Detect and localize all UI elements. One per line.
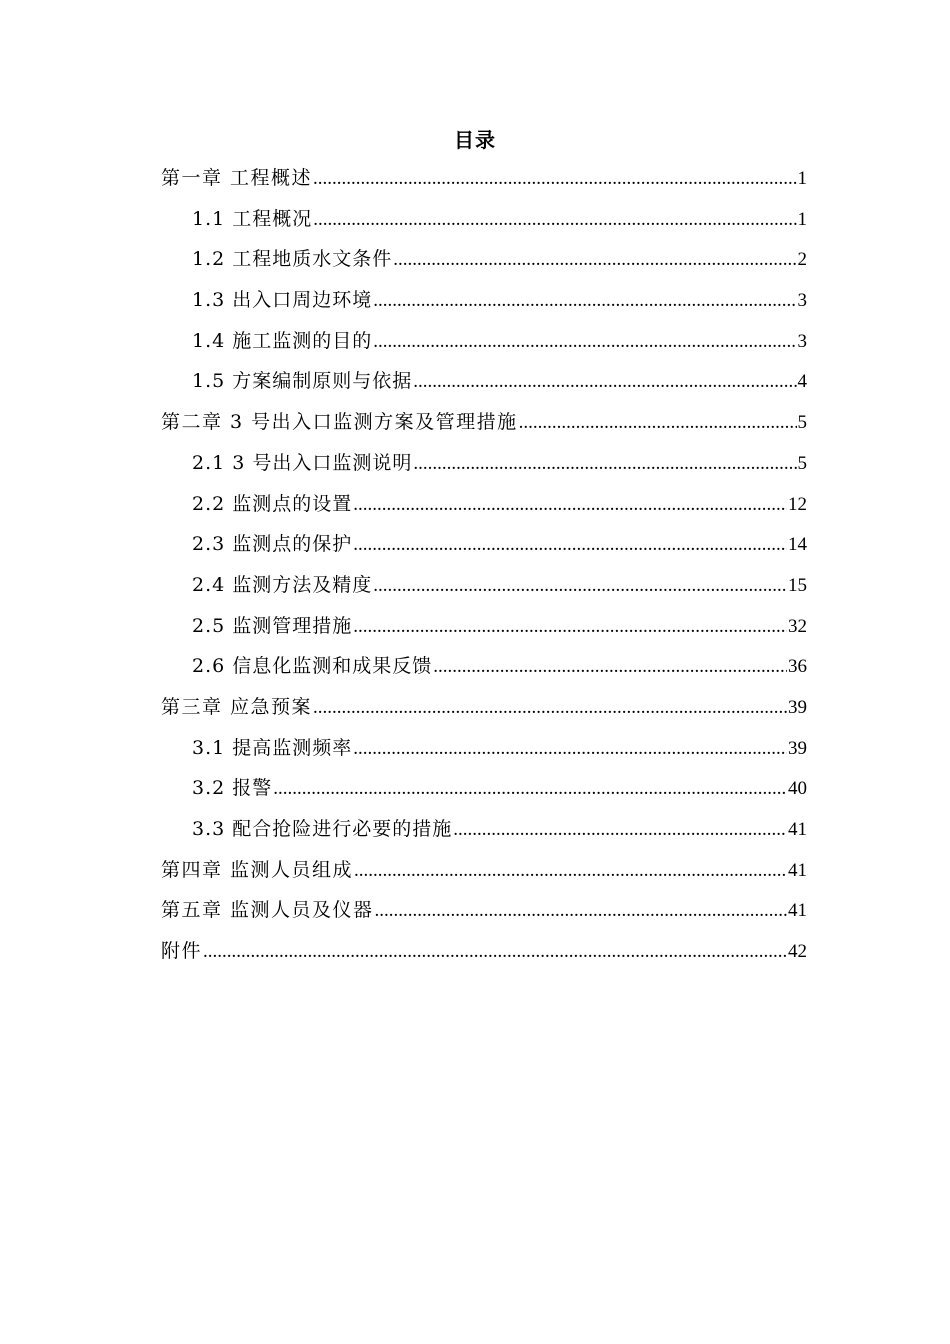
toc-entry-label: 第二章 3 号出入口监测方案及管理措施	[161, 411, 518, 434]
toc-entry-label: 第三章 应急预案	[161, 695, 313, 718]
toc-entry-1-3[interactable]	[161, 280, 807, 321]
dot-leader	[273, 769, 787, 810]
toc-entry-page: 36	[788, 656, 807, 678]
toc-entry-label: 2.6 信息化监测和成果反馈	[192, 655, 433, 678]
dot-leader	[353, 607, 787, 648]
dot-leader	[313, 159, 796, 200]
toc-entry-page: 40	[788, 778, 807, 800]
dot-leader	[433, 647, 787, 688]
toc-entry-chapter-4[interactable]	[161, 850, 807, 891]
dot-leader	[373, 322, 796, 363]
dot-leader	[413, 362, 796, 403]
toc-entry-label: 第四章 监测人员组成	[161, 858, 354, 881]
toc-entry-page: 42	[788, 941, 807, 963]
toc-entry-label: 附件	[161, 940, 203, 963]
toc-entry-label: 第五章 监测人员及仪器	[161, 899, 374, 922]
toc-entry-label: 1.2 工程地质水文条件	[192, 248, 393, 271]
dot-leader	[353, 729, 787, 770]
toc-entry-page: 12	[788, 493, 807, 515]
toc-entry-1-2[interactable]	[161, 239, 807, 280]
toc-entry-2-2[interactable]	[161, 484, 807, 525]
toc-entry-label: 2.4 监测方法及精度	[192, 573, 373, 596]
toc-entry-page: 3	[797, 290, 807, 312]
toc-entry-label: 第一章 工程概述	[161, 167, 313, 189]
dot-leader	[375, 891, 787, 932]
toc-entry-appendix[interactable]	[161, 931, 807, 972]
toc-entry-page: 4	[797, 371, 807, 393]
toc-entry-page: 5	[797, 452, 807, 474]
toc-entry-label: 3.3 配合抢险进行必要的措施	[192, 818, 453, 840]
toc-entry-page: 1	[797, 208, 807, 230]
toc-entry-label: 3.1 提高监测频率	[192, 736, 353, 759]
dot-leader	[519, 403, 797, 444]
dot-leader	[373, 566, 787, 607]
toc-entry-chapter-3[interactable]	[161, 687, 807, 728]
toc-entry-2-4[interactable]	[161, 565, 807, 606]
toc-entry-label: 2.2 监测点的设置	[192, 492, 353, 515]
toc-entry-1-5[interactable]	[161, 361, 807, 402]
toc-entry-3-3[interactable]	[161, 809, 807, 850]
toc-entry-3-2[interactable]	[161, 768, 807, 809]
toc-entry-page: 3	[797, 330, 807, 352]
toc-entry-chapter-5[interactable]	[161, 890, 807, 931]
dot-leader	[393, 240, 796, 281]
toc-entry-page: 41	[788, 900, 807, 922]
toc-entry-page: 39	[788, 696, 807, 718]
toc-entry-label: 3.2 报警	[192, 777, 273, 800]
dot-leader	[413, 444, 796, 485]
toc-entry-2-1[interactable]	[161, 443, 807, 484]
toc-entry-3-1[interactable]	[161, 728, 807, 769]
dot-leader	[354, 851, 787, 892]
toc-entry-chapter-1[interactable]	[161, 158, 807, 199]
toc-title: 目录	[454, 128, 496, 152]
dot-leader	[353, 525, 787, 566]
toc-entry-label: 1.3 出入口周边环境	[192, 289, 373, 312]
toc-entry-label: 1.1 工程概况	[192, 207, 313, 230]
toc-entry-1-4[interactable]	[161, 321, 807, 362]
toc-entry-label: 2.3 监测点的保护	[192, 533, 353, 556]
toc-entry-label: 2.1 3 号出入口监测说明	[192, 451, 413, 474]
dot-leader	[353, 485, 787, 526]
toc-entry-chapter-2[interactable]	[161, 402, 807, 443]
toc-entry-page: 39	[788, 737, 807, 759]
toc-entry-page: 14	[788, 534, 807, 556]
toc-entry-page: 2	[797, 249, 807, 271]
toc-entry-2-5[interactable]	[161, 606, 807, 647]
dot-leader	[203, 932, 787, 973]
toc-entry-label: 1.4 施工监测的目的	[192, 329, 373, 352]
dot-leader	[453, 810, 787, 851]
toc-entry-1-1[interactable]	[161, 199, 807, 240]
toc-entry-page: 32	[788, 615, 807, 637]
toc-entry-2-3[interactable]	[161, 524, 807, 565]
toc-entry-page: 41	[788, 859, 807, 881]
toc-entry-2-6[interactable]	[161, 646, 807, 687]
toc-entry-page: 5	[797, 412, 807, 434]
toc-entry-label: 1.5 方案编制原则与依据	[192, 370, 413, 393]
toc-entry-page: 1	[797, 168, 807, 189]
toc-entry-label: 2.5 监测管理措施	[192, 614, 353, 637]
dot-leader	[373, 281, 796, 322]
toc-list	[161, 158, 807, 972]
dot-leader	[313, 200, 796, 241]
toc-entry-page: 15	[788, 574, 807, 596]
dot-leader	[313, 688, 787, 729]
toc-entry-page: 41	[788, 819, 807, 840]
